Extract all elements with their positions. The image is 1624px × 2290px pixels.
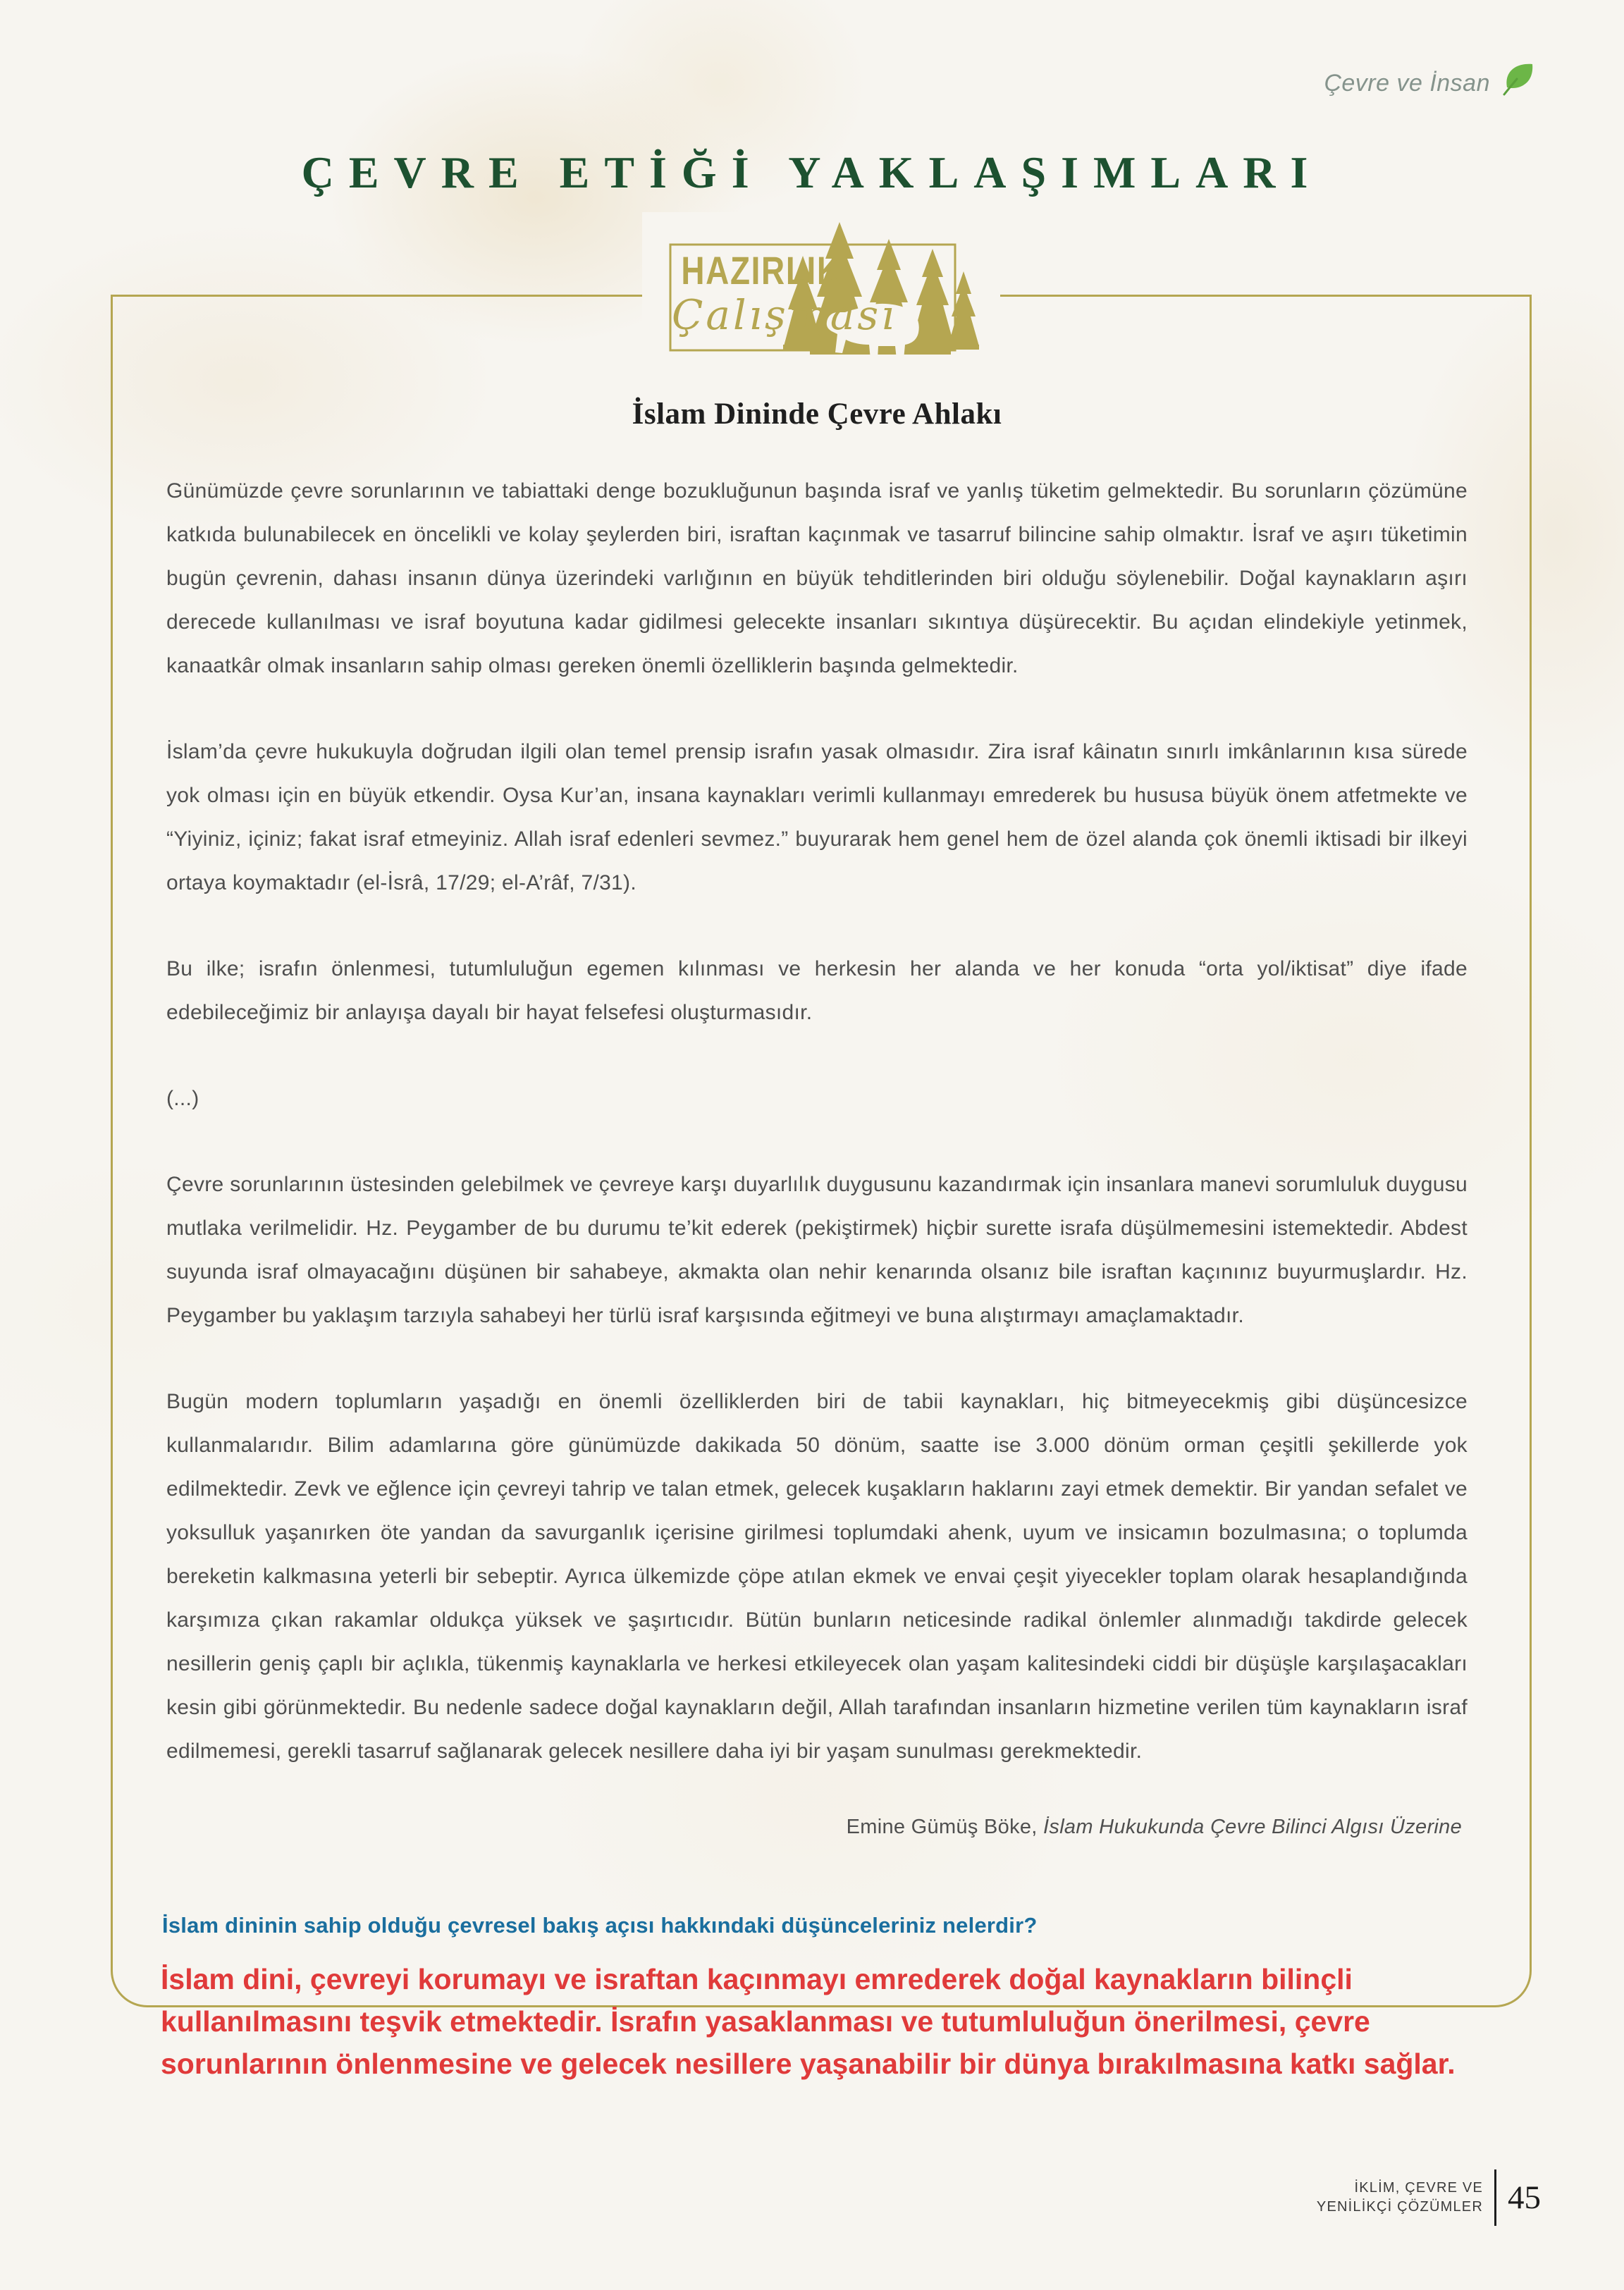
attribution-work: İslam Hukukunda Çevre Bilinci Algısı Üzerine <box>1043 1816 1462 1838</box>
footer-divider <box>1494 2169 1496 2226</box>
question-text: İslam dininin sahip olduğu çevresel bakış açısı hakkındaki düşünceleriniz nelerdir? <box>162 1913 1038 1938</box>
body-paragraph: Bugün modern toplumların yaşadığı en önemli özelliklerden biri de tabii kaynakları, hiç bitmeyecekmiş gibi düşüncesizce kullanmalarıdır. Bilim adamlarına göre günümüzde dakikada 50 dönüm, saatte ise 3.000 dönüm orman çeşitli şekillerde yok edilmektedir. Zevk ve eğlence için çevreyi tahrip ve talan etmek, gelecek kuşakların haklarını zayi etmek demektir. Bir yandan sefalet ve yoksulluk yaşanırken öte yandan da savurganlık içerisine girilmesi toplumdaki ahenk, uyum ve insicamın bozulmasına; o toplumda bereketin kalkmasına yeterli bir sebeptir. Ayrıca ülkemizde çöpe atılan ekmek ve envai çeşit yiyecekler toplam olarak hesaplandığında karşımıza çıkan rakamlar oldukça yüksek ve şaşırtıcıdır. Bütün bunların neticesinde radikal önlemler alınmadığı takdirde gelecek nesillerin geniş çaplı bir açlıkla, tükenmiş kaynaklarla ve herkesi etkileyecek olan yaşam kalitesindeki ciddi bir düşüşle karşılaşacakları kesin gibi görünmektedir. Bu nedenle sadece doğal kaynakların değil, Allah tarafından insanların hizmetine verilen tüm kaynakların israf edilmemesi, gerekli tasarruf sağlanarak gelecek nesillere daha iyi bir yaşam sunulması gerekmektedir. <box>166 1390 1468 1763</box>
footer-kicker <box>1317 2179 1483 2217</box>
passage-paragraphs <box>166 469 1468 1773</box>
forest-bear-icon <box>662 212 980 376</box>
running-head <box>1324 69 1538 97</box>
body-paragraph: İslam’da çevre hukukuyla doğrudan ilgili olan temel prensip israfın yasak olmasıdır. Zira israf kâinatın sınırlı imkânlarının kısa sürede yok olması için en büyük etkendir. Oysa Kur’an, insana kaynakları verimli kullanmayı emrederek bu hususa büyük önem atfetmekte ve “Yiyiniz, içiniz; fakat israf etmeyiniz. Allah israf edenleri sevmez.” buyurarak hem genel hem de özel alanda çok önemli iktisadi bir ilkeyi ortaya koymaktadır (el-İsrâ, 17/29; el-A’râf, 7/31). <box>166 740 1468 894</box>
svg-text:Çalışması: Çalışması <box>672 291 897 339</box>
attribution-author: Emine Gümüş Böke, <box>846 1816 1044 1838</box>
page-title: ÇEVRE ETİĞİ YAKLAŞIMLARI <box>301 147 1323 197</box>
page-number: 45 <box>1508 2179 1541 2216</box>
leaf-icon <box>1500 59 1538 97</box>
answer-text: İslam dini, çevreyi korumayı ve israftan kaçınmayı emrederek doğal kaynakların bilinçli kullanılmasını teşvik etmektedir. İsrafın yasaklanması ve tutumluluğun önerilmesi, çevre sorunlarının önlenmesine ve gelecek nesillere yaşanabilir bir dünya bırakılmasına katkı sağlar. <box>161 1963 1456 2080</box>
content-frame <box>111 248 1532 2007</box>
reading-passage <box>113 297 1530 1773</box>
running-head-label: Çevre ve İnsan <box>1324 69 1490 97</box>
footer-kicker-line1: İKLİM, ÇEVRE VE <box>1354 2180 1483 2196</box>
prep-activity-badge <box>642 212 1000 376</box>
svg-text:HAZIRLIK: HAZIRLIK <box>681 248 842 293</box>
body-paragraph: (...) <box>166 1087 199 1110</box>
section-heading: İslam Dininde Çevre Ahlakı <box>632 398 1002 431</box>
page-footer <box>1317 2169 1541 2226</box>
body-paragraph: Çevre sorunlarının üstesinden gelebilmek ve çevreye karşı duyarlılık duygusunu kazandırmak için insanlara manevi sorumluluk duygusu mutlaka verilmelidir. Hz. Peygamber de bu durumu te’kit ederek (pekiştirmek) hiçbir surette israfa düşülmemesini istemektedir. Abdest suyunda israf olmayacağını düşünen bir sahabeye, akmakta olan nehir kenarında olsanız bile israftan kaçınınız buyurmuşlardır. Hz. Peygamber bu yaklaşım tarzıyla sahabeyi her türlü israf karşısında eğitmeyi ve buna alıştırmayı amaçlamaktadır. <box>166 1173 1468 1327</box>
body-paragraph: Günümüzde çevre sorunlarının ve tabiattaki denge bozukluğunun başında israf ve yanlış tüketim gelmektedir. Bu sorunların çözümüne katkıda bulunabilecek en öncelikli ve kolay şeylerden biri, israftan kaçınmak ve tasarruf bilincine sahip olmaktır. İsraf ve aşırı tüketimin bugün çevrenin, dahası insanın dünya üzerindeki varlığının en büyük tehditlerinden biri olduğu söylenebilir. Doğal kaynakların aşırı derecede kullanılması ve israf boyutuna kadar gidilmesi gelecekte insanları sıkıntıya düşürecektir. Bu açıdan elindekiyle yetinmek, kanaatkâr olmak insanların sahip olması gereken önemli özelliklerin başında gelmektedir. <box>166 479 1468 677</box>
attribution <box>162 1816 1462 1839</box>
body-paragraph: Bu ilke; israfın önlenmesi, tutumluluğun egemen kılınması ve herkesin her alanda ve her konuda “orta yol/iktisat” diye ifade edebileceğimiz bir anlayışa dayalı bir hayat felsefesi oluşturmasıdır. <box>166 957 1468 1024</box>
footer-kicker-line2: YENİLİKÇİ ÇÖZÜMLER <box>1316 2199 1483 2215</box>
